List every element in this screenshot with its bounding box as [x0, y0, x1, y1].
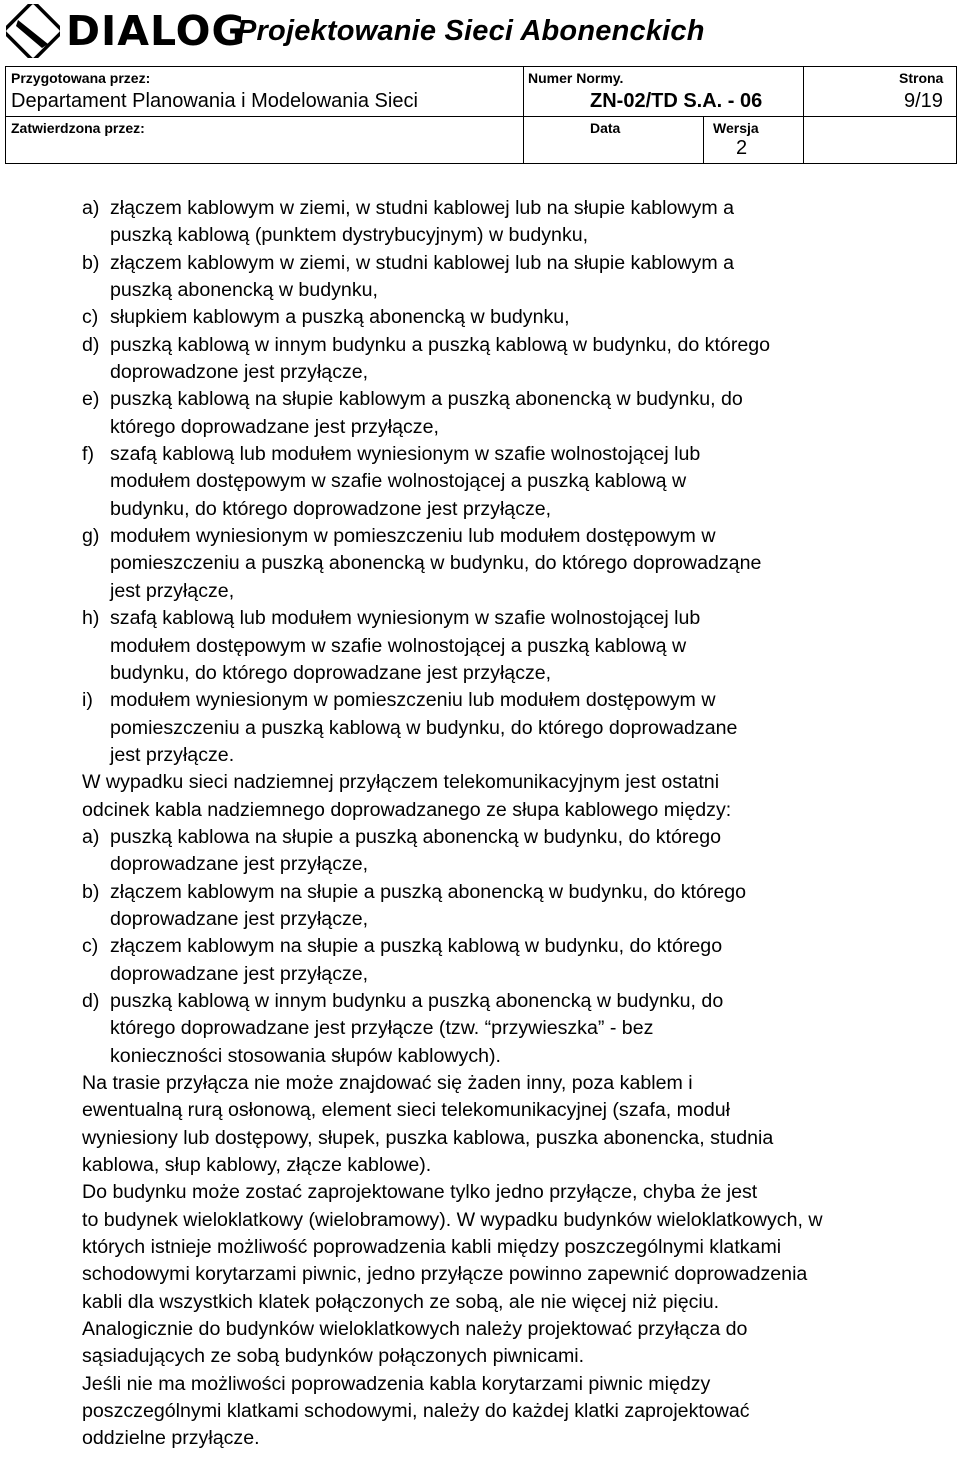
list-item-line: którego doprowadzane jest przyłącze (tzw. “przywieszka” - bez — [110, 1017, 654, 1040]
paragraph-line: Do budynku może zostać zaprojektowane tylko jedno przyłącze, chyba że jest — [82, 1181, 758, 1204]
version-value: 2 — [736, 137, 748, 159]
list-item — [12, 250, 937, 305]
list-item-line: jest przyłącze, — [110, 579, 235, 602]
list-item-line: jest przyłącze. — [110, 743, 235, 766]
list-item-line: doprowadzone jest przyłącze, — [110, 361, 369, 384]
list-marker: h) — [82, 607, 100, 630]
page-number: 9/19 — [904, 90, 943, 112]
list-item-line: złączem kablowym w ziemi, w studni kablowej lub na słupie kablowym a — [110, 251, 734, 274]
dialog-logo — [6, 4, 246, 58]
list-item — [12, 933, 937, 988]
list-item-line: puszką kablową w innym budynku a puszką kablową w budynku, do którego — [110, 333, 771, 356]
list-marker: a) — [82, 825, 100, 848]
paragraph-line: schodowymi korytarzami piwnic, jedno przyłącze powinno zapewnić doprowadzenia — [82, 1263, 808, 1286]
list-marker: d) — [82, 333, 100, 356]
paragraph-separate-connections — [12, 1371, 937, 1453]
list-item-line: szafą kablową lub modułem wyniesionym w szafie wolnostojącej lub — [110, 607, 701, 630]
dialog-emblem-icon — [6, 4, 60, 58]
list-marker: g) — [82, 525, 100, 548]
norm-number-label: Numer Normy. — [528, 70, 624, 86]
list-marker: a) — [82, 197, 100, 219]
list-item — [12, 304, 937, 331]
list-item-line: słupkiem kablowym a puszką abonencką w budynku, — [110, 306, 570, 329]
paragraph-line: to budynek wieloklatkowy (wielobramowy). W wypadku budynków wieloklatkowych, w — [82, 1208, 823, 1231]
paragraph-line: ewentualną rurą osłonową, element sieci telekomunikacyjnej (szafa, moduł — [82, 1099, 731, 1122]
list-item-line: puszką kablowa na słupie a puszką abonencką w budynku, do którego — [110, 825, 722, 848]
list-marker: b) — [82, 880, 100, 903]
list-item-line: doprowadzane jest przyłącze, — [110, 907, 369, 930]
list-item-line: którego doprowadzane jest przyłącze, — [110, 415, 439, 438]
prepared-by-value: Departament Planowania i Modelowania Sieci — [11, 90, 418, 112]
connection-points-overhead-list — [12, 824, 937, 1070]
list-marker: i) — [82, 689, 93, 712]
list-marker: d) — [82, 989, 100, 1012]
list-item — [12, 523, 937, 605]
paragraph-multi-staircase-buildings — [12, 1179, 937, 1370]
list-item — [12, 332, 937, 387]
list-item-line: modułem wyniesionym w pomieszczeniu lub modułem dostępowym w — [110, 689, 716, 712]
list-marker: e) — [82, 388, 100, 411]
paragraph-line: wyniesiony lub dostępowy, słupek, puszka kablowa, puszka abonencka, studnia — [82, 1126, 774, 1149]
paragraph-line: Na trasie przyłącza nie może znajdować się żaden inny, poza kablem i — [82, 1072, 693, 1094]
paragraph-line: kabli dla wszystkich klatek połączonych ze sobą, ale nie więcej niż pięciu. — [82, 1290, 720, 1313]
norm-number-value: ZN-02/TD S.A. - 06 — [590, 90, 763, 112]
paragraph-overhead-connection — [12, 769, 937, 824]
list-item-line: złączem kablowym w ziemi, w studni kablowej lub na słupie kablowym a — [110, 197, 734, 219]
list-item-line: puszką kablową na słupie kablowym a puszką abonencką w budynku, do — [110, 388, 743, 411]
list-item — [12, 195, 937, 250]
list-item-line: budynku, do którego doprowadzone jest przyłącze, — [110, 497, 552, 520]
list-item — [12, 988, 937, 1070]
list-item-line: złączem kablowym na słupie a puszką abonencką w budynku, do którego — [110, 880, 747, 903]
paragraph-line: W wypadku sieci nadziemnej przyłączem telekomunikacyjnym jest ostatni — [82, 771, 720, 794]
list-item-line: modułem wyniesionym w pomieszczeniu lub modułem dostępowym w — [110, 525, 716, 548]
list-item — [12, 605, 937, 687]
header-table — [5, 66, 957, 164]
list-item — [12, 824, 937, 879]
list-item-line: złączem kablowym na słupie a puszką kablową w budynku, do którego — [110, 935, 723, 958]
list-item-line: pomieszczeniu a puszką kablową w budynku, do którego doprowadzane — [110, 716, 738, 739]
list-marker: c) — [82, 935, 99, 958]
prepared-by-label: Przygotowana przez: — [11, 70, 151, 86]
list-item-line: puszką abonencką w budynku, — [110, 279, 378, 302]
paragraph-line: których istnieje możliwość poprowadzenia kabli między poszczególnymi klatkami — [82, 1236, 782, 1259]
list-item-line: puszką kablową w innym budynku a puszką abonencką w budynku, do — [110, 989, 724, 1012]
document-title: Projektowanie Sieci Abonenckich — [237, 15, 705, 47]
paragraph-line: sąsiadujących ze sobą budynków połączonych piwnicami. — [82, 1345, 585, 1368]
paragraph-route-restrictions — [12, 1070, 937, 1179]
document-body — [12, 195, 937, 1453]
list-item-line: puszką kablową (punktem dystrybucyjnym) w budynku, — [110, 224, 589, 247]
approved-by-label: Zatwierdzona przez: — [11, 120, 145, 136]
paragraph-line: poszczególnymi klatkami schodowymi, należy do każdej klatki zaprojektować — [82, 1400, 750, 1423]
brand-name: DIALOG — [66, 7, 247, 55]
paragraph-line: Jeśli nie ma możliwości poprowadzenia kabla korytarzami piwnic między — [82, 1372, 711, 1395]
paragraph-line: kablowa, słup kablowy, złącze kablowe). — [82, 1154, 432, 1177]
list-marker: f) — [82, 443, 94, 466]
list-item — [12, 687, 937, 769]
list-item-line: konieczności stosowania słupów kablowych). — [110, 1044, 501, 1067]
paragraph-line: odcinek kabla nadziemnego doprowadzanego ze słupa kablowego między: — [82, 798, 732, 821]
connection-points-underground-list — [12, 195, 937, 769]
list-item — [12, 879, 937, 934]
list-item-line: pomieszczeniu a puszką abonencką w budynku, do którego doprowadząne — [110, 552, 762, 575]
list-marker: c) — [82, 306, 99, 329]
list-marker: b) — [82, 251, 100, 274]
version-label: Wersja — [713, 120, 759, 136]
list-item-line: budynku, do którego doprowadzane jest przyłącze, — [110, 661, 552, 684]
list-item — [12, 386, 937, 441]
paragraph-line: Analogicznie do budynków wieloklatkowych należy projektować przyłącza do — [82, 1318, 748, 1341]
date-label: Data — [590, 120, 621, 136]
list-item-line: modułem dostępowym w szafie wolnostojącej a puszką kablową w — [110, 634, 687, 657]
list-item-line: doprowadzane jest przyłącze, — [110, 962, 369, 985]
list-item-line: modułem dostępowym w szafie wolnostojącej a puszką kablową w — [110, 470, 687, 493]
list-item-line: szafą kablową lub modułem wyniesionym w szafie wolnostojącej lub — [110, 443, 701, 466]
paragraph-line: oddzielne przyłącze. — [82, 1427, 260, 1450]
page-label: Strona — [899, 70, 944, 86]
list-item — [12, 441, 937, 523]
list-item-line: doprowadzane jest przyłącze, — [110, 853, 369, 876]
